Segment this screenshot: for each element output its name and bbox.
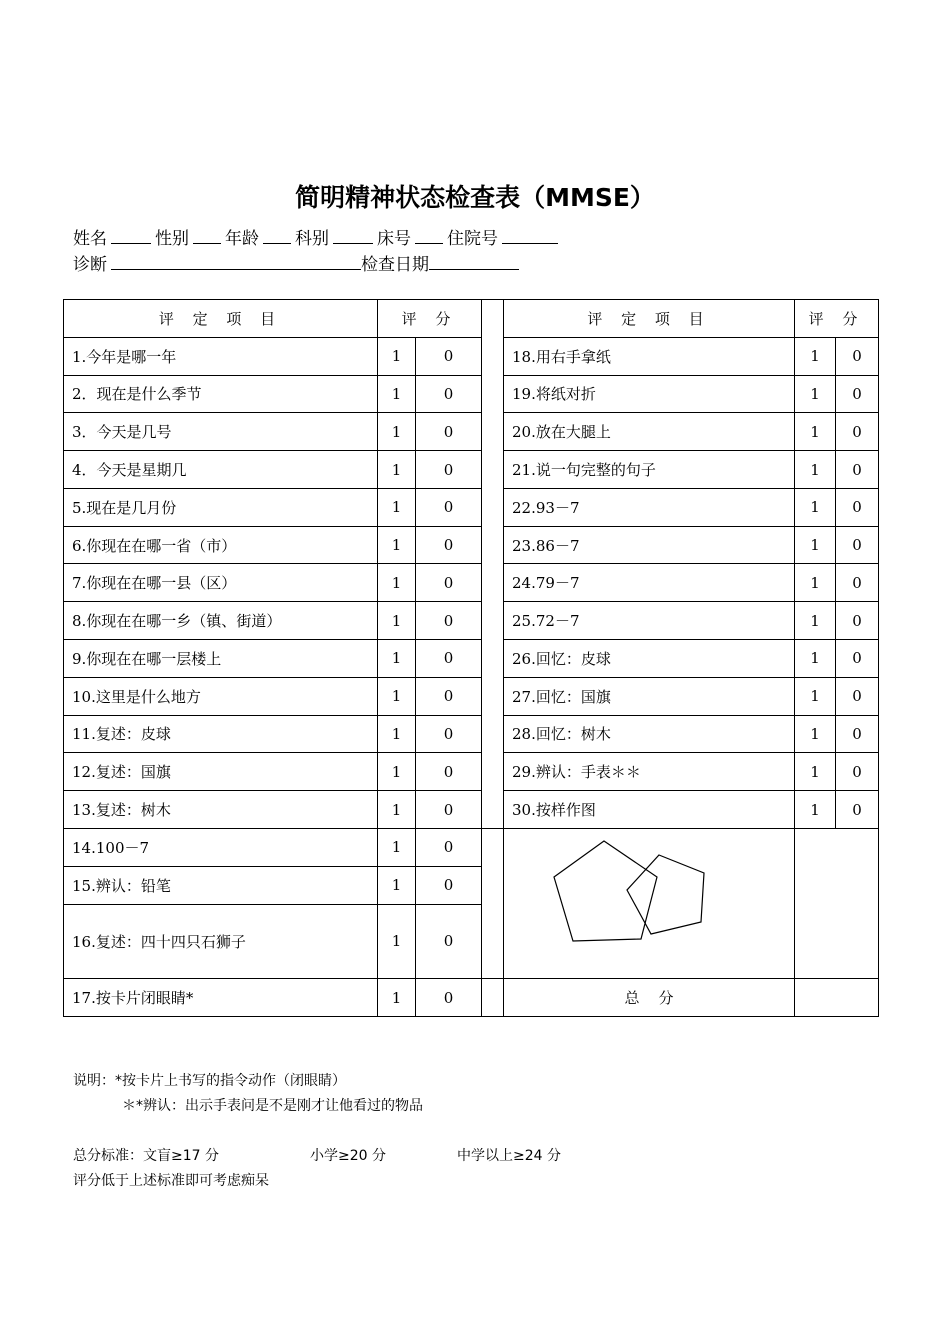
score-0-cell[interactable]: 0 [836,640,879,678]
score-1-cell[interactable]: 1 [795,413,836,451]
score-0-cell[interactable]: 0 [836,451,879,489]
name-label: 姓名 [73,229,107,249]
score-1-cell[interactable]: 1 [378,640,416,678]
page-title: 简明精神状态检查表（MMSE） [295,183,655,212]
item-right: 22.93－7 [504,488,795,526]
item-left: 9.你现在在哪一层楼上 [64,640,378,678]
header-item-left: 评 定 项 目 [64,300,378,338]
column-gap-lower [482,828,504,978]
mmse-table [63,299,879,1017]
score-0-cell[interactable]: 0 [836,413,879,451]
item-right: 24.79－7 [504,564,795,602]
score-0-cell[interactable]: 0 [416,866,482,904]
pentagon-right [627,855,704,934]
table-row [64,640,879,678]
note-line-2: ＊*辨认：出示手表问是不是刚才让他看过的物品 [122,1098,423,1114]
score-0-cell[interactable]: 0 [416,488,482,526]
name-field[interactable] [111,226,151,244]
dept-label: 科别 [295,229,329,249]
item-right: 27.回忆：国旗 [504,677,795,715]
score-0-cell[interactable]: 0 [416,828,482,866]
patient-info-line-2 [73,250,519,275]
score-1-cell[interactable]: 1 [795,337,836,375]
figure-score-cell[interactable] [795,828,879,978]
score-1-cell[interactable]: 1 [378,866,416,904]
score-1-cell[interactable]: 1 [378,677,416,715]
age-label: 年龄 [225,229,259,249]
sex-field[interactable] [193,226,221,244]
item-left: 12.复述：国旗 [64,753,378,791]
item-right: 30.按样作图 [504,791,795,829]
diagnosis-label: 诊断 [73,255,107,275]
item-right: 23.86－7 [504,526,795,564]
table-row [64,979,879,1017]
score-0-cell[interactable]: 0 [836,526,879,564]
table-row [64,753,879,791]
score-0-cell[interactable]: 0 [416,564,482,602]
item-left: 10.这里是什么地方 [64,677,378,715]
standard-primary: 小学≥20 分 [310,1148,386,1164]
item-left: 4．今天是星期几 [64,451,378,489]
score-1-cell[interactable]: 1 [378,488,416,526]
score-0-cell[interactable]: 0 [836,564,879,602]
table-row [64,526,879,564]
item-right: 26.回忆：皮球 [504,640,795,678]
bed-label: 床号 [377,229,411,249]
admission-field[interactable] [502,226,558,244]
item-left: 14.100－7 [64,828,378,866]
column-gap-bottom [482,979,504,1017]
table-row [64,715,879,753]
bed-field[interactable] [415,226,443,244]
score-1-cell[interactable]: 1 [795,375,836,413]
item-right: 28.回忆：树木 [504,715,795,753]
table-row [64,488,879,526]
score-1-cell[interactable]: 1 [795,564,836,602]
item-left: 5.现在是几月份 [64,488,378,526]
patient-info-line-1 [73,224,562,249]
table-row [64,375,879,413]
score-1-cell[interactable]: 1 [795,488,836,526]
score-0-cell[interactable]: 0 [416,526,482,564]
header-score-left: 评 分 [378,300,482,338]
score-0-cell[interactable]: 0 [836,488,879,526]
admission-label: 住院号 [447,229,498,249]
score-0-cell[interactable]: 0 [416,602,482,640]
item-left: 11.复述：皮球 [64,715,378,753]
column-gap [482,300,504,829]
score-1-cell[interactable]: 1 [795,677,836,715]
score-1-cell[interactable]: 1 [378,451,416,489]
item-left: 3．今天是几号 [64,413,378,451]
item-left: 13.复述：树木 [64,791,378,829]
score-0-cell[interactable]: 0 [416,413,482,451]
overlapping-pentagons-figure [504,830,794,976]
header-score-right: 评 分 [795,300,879,338]
score-1-cell[interactable]: 1 [795,753,836,791]
table-row [64,602,879,640]
score-0-cell[interactable]: 0 [836,602,879,640]
score-1-cell[interactable]: 1 [378,828,416,866]
score-1-cell[interactable]: 1 [378,715,416,753]
header-item-right: 评 定 项 目 [504,300,795,338]
table-row [64,451,879,489]
item-right: 19.将纸对折 [504,375,795,413]
date-field[interactable] [429,252,519,270]
score-1-cell[interactable]: 1 [378,753,416,791]
score-0-cell[interactable]: 0 [836,337,879,375]
score-0-cell[interactable]: 0 [416,715,482,753]
score-0-cell[interactable]: 0 [416,375,482,413]
score-1-cell[interactable]: 1 [795,526,836,564]
table-row [64,791,879,829]
score-0-cell[interactable]: 0 [416,979,482,1017]
score-0-cell[interactable]: 0 [416,753,482,791]
score-0-cell[interactable]: 0 [416,904,482,979]
table-row [64,564,879,602]
item-left: 17.按卡片闭眼睛* [64,979,378,1017]
table-row [64,828,879,866]
score-1-cell[interactable]: 1 [795,715,836,753]
item-left: 2．现在是什么季节 [64,375,378,413]
item-right: 21.说一句完整的句子 [504,451,795,489]
score-1-cell[interactable]: 1 [378,413,416,451]
score-0-cell[interactable]: 0 [836,791,879,829]
diagnosis-field[interactable] [111,252,361,270]
score-1-cell[interactable]: 1 [795,791,836,829]
score-1-cell[interactable]: 1 [378,904,416,979]
item-left: 6.你现在在哪一省（市） [64,526,378,564]
dept-field[interactable] [333,226,373,244]
score-1-cell[interactable]: 1 [378,979,416,1017]
score-0-cell[interactable]: 0 [416,451,482,489]
score-1-cell[interactable]: 1 [378,564,416,602]
score-1-cell[interactable]: 1 [795,602,836,640]
score-0-cell[interactable]: 0 [416,677,482,715]
score-0-cell[interactable]: 0 [836,677,879,715]
pentagon-left [554,841,657,941]
standard-middle: 中学以上≥24 分 [457,1148,561,1164]
standard-illiterate: 总分标准：文盲≥17 分 [73,1148,219,1164]
note-line-1: 说明：*按卡片上书写的指令动作（闭眼睛） [73,1073,346,1089]
score-0-cell[interactable]: 0 [416,791,482,829]
score-1-cell[interactable]: 1 [795,640,836,678]
note-dementia: 评分低于上述标准即可考虑痴呆 [73,1173,269,1189]
total-score-field[interactable] [795,979,879,1017]
score-0-cell[interactable]: 0 [416,337,482,375]
score-standard [73,1145,561,1165]
score-0-cell[interactable]: 0 [836,375,879,413]
score-0-cell[interactable]: 0 [416,640,482,678]
item-left: 7.你现在在哪一县（区） [64,564,378,602]
item-left: 8.你现在在哪一乡（镇、街道） [64,602,378,640]
table-row [64,413,879,451]
date-label: 检查日期 [361,255,429,275]
item-right: 25.72－7 [504,602,795,640]
score-1-cell[interactable]: 1 [795,451,836,489]
item-right: 18.用右手拿纸 [504,337,795,375]
item-right: 20.放在大腿上 [504,413,795,451]
sex-label: 性别 [155,229,189,249]
score-1-cell[interactable]: 1 [378,602,416,640]
table-header-row [64,300,879,338]
item-left: 16.复述：四十四只石狮子 [64,904,378,979]
item-left: 15.辨认：铅笔 [64,866,378,904]
score-1-cell[interactable]: 1 [378,526,416,564]
item-right: 29.辨认：手表＊＊ [504,753,795,791]
score-1-cell[interactable]: 1 [378,375,416,413]
score-0-cell[interactable]: 0 [836,715,879,753]
table-row [64,677,879,715]
total-score-label: 总 分 [504,979,795,1017]
score-1-cell[interactable]: 1 [378,791,416,829]
item-left: 1.今年是哪一年 [64,337,378,375]
score-0-cell[interactable]: 0 [836,753,879,791]
age-field[interactable] [263,226,291,244]
figure-cell [504,828,795,978]
table-row [64,337,879,375]
score-1-cell[interactable]: 1 [378,337,416,375]
